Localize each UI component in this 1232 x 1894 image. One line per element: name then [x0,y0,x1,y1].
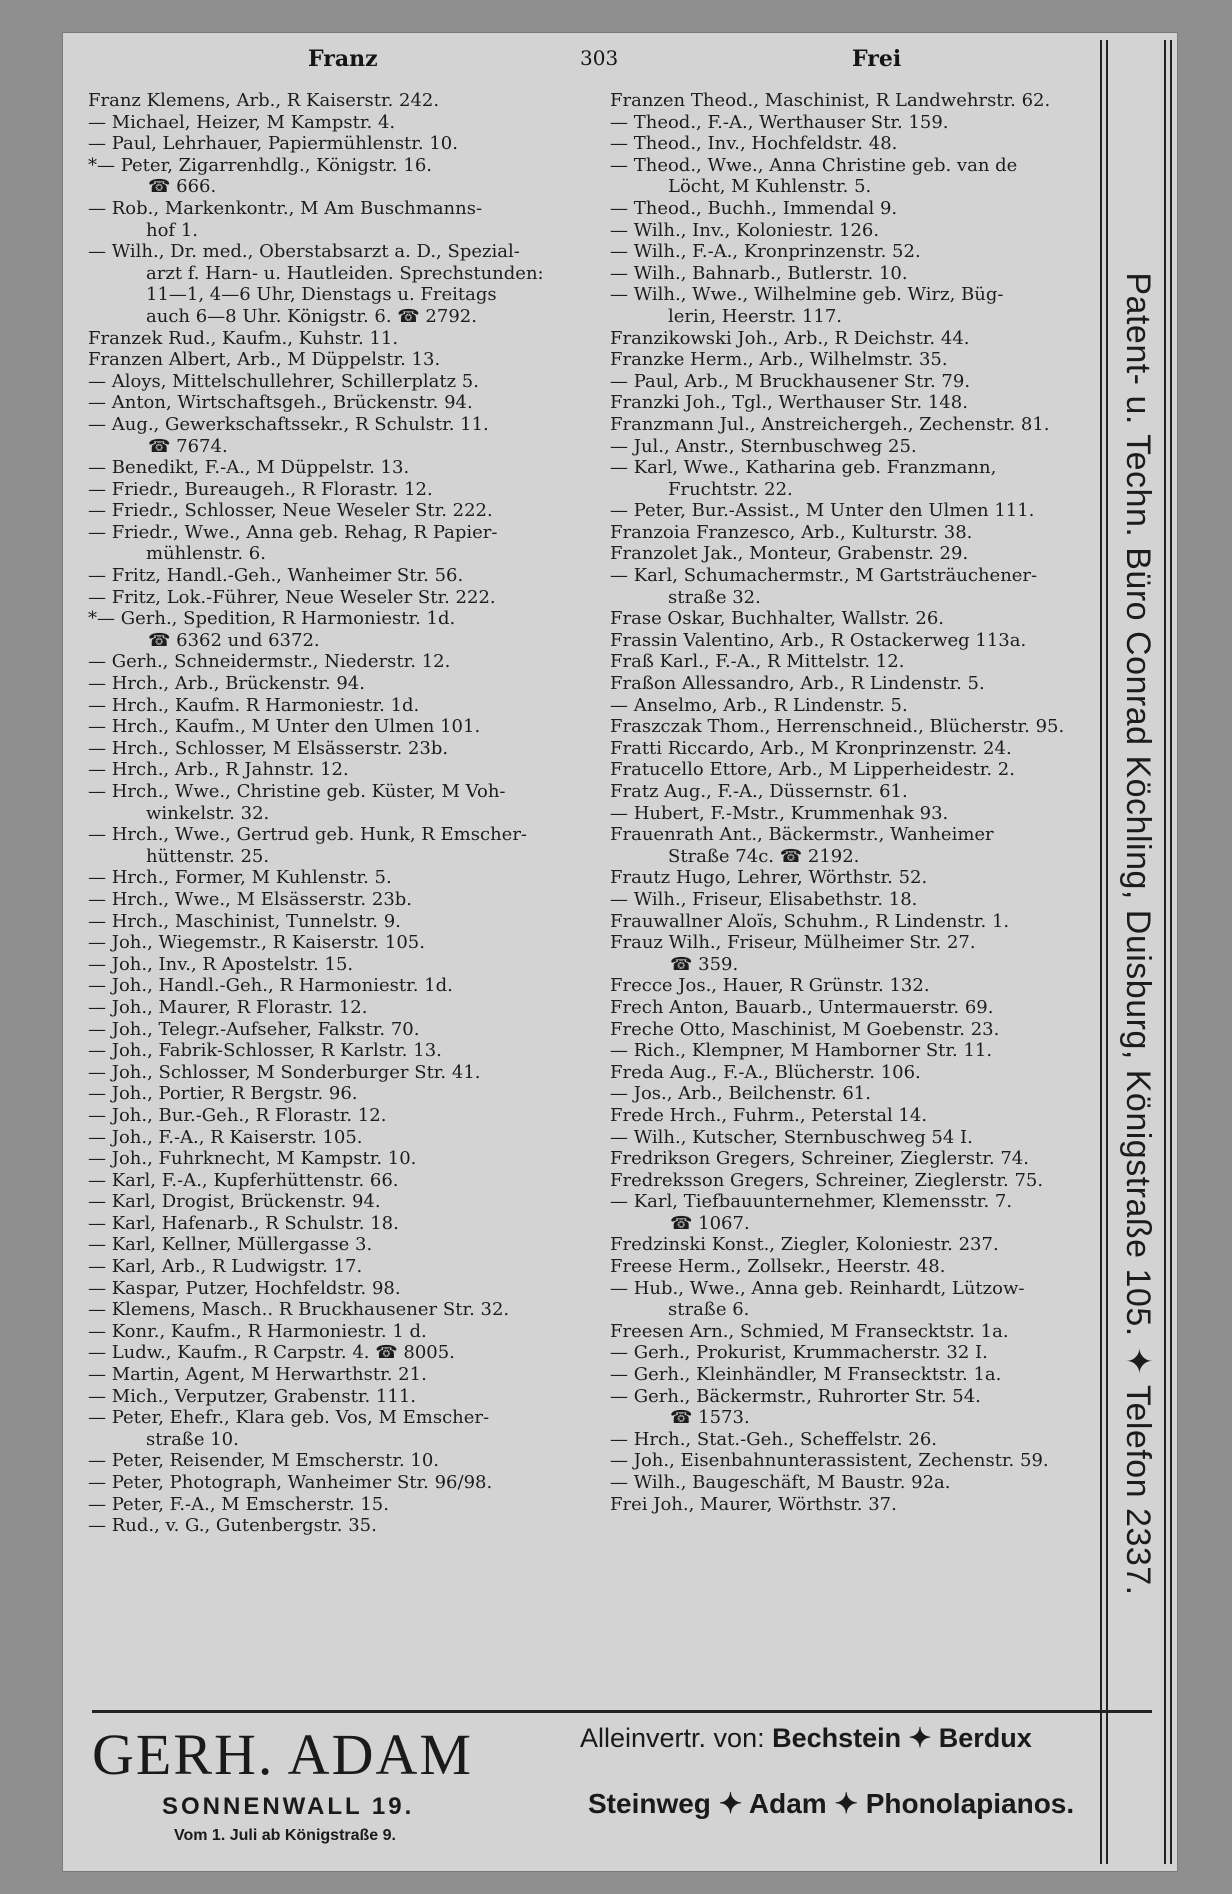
entry-line: — Wilh., Inv., Koloniestr. 126. [610,219,880,241]
ad-brands-line2: Steinweg ✦ Adam ✦ Phonolapianos. [588,1788,1075,1819]
entry-line: — Karl, Hafenarb., R Schulstr. 18. [88,1212,399,1234]
ad-brands-prefix: Alleinvertr. von: [580,1723,773,1753]
entry-line: — Hub., Wwe., Anna geb. Reinhardt, Lützow- [610,1277,1025,1299]
entry-line: Fratz Aug., F.-A., Düssernstr. 61. [610,781,908,802]
entry-line: hüttenstr. 25. [146,845,270,867]
entry-line: straße 10. [146,1428,239,1450]
entry-line: — Peter, F.-A., M Emscherstr. 15. [88,1493,389,1515]
entry-line: — Theod., F.-A., Werthauser Str. 159. [610,111,949,133]
entry-line: Frecce Jos., Hauer, R Grünstr. 132. [610,975,930,997]
entry-line: Fratucello Ettore, Arb., M Lipperheidestr. 2. [610,759,1015,781]
entry-line: — Peter, Photograph, Wanheimer Str. 96/98. [88,1472,493,1493]
entry-line: Straße 74c. ☎ 2192. [668,845,860,867]
entry-line: mühlenstr. 6. [146,543,266,565]
entry-line: — Hrch., Schlosser, M Elsässerstr. 23b. [88,737,449,759]
entry-line: Freesen Arn., Schmied, M Fransecktstr. 1a. [610,1320,1009,1342]
header-left-keyword: Franz [308,46,378,72]
entry-line: — Rob., Markenkontr., M Am Buschmanns- [88,197,483,219]
entry-line: — Michael, Heizer, M Kampstr. 4. [88,111,396,133]
entry-line: Frech Anton, Bauarb., Untermauerstr. 69. [610,996,994,1018]
sidebar-rule [1100,40,1102,1864]
entry-line: lerin, Heerstr. 117. [668,305,843,327]
entry-line: Franzek Rud., Kaufm., Kuhstr. 11. [88,327,399,349]
entry-line: — Joh., Handl.-Geh., R Harmoniestr. 1d. [88,975,453,997]
entry-line: — Hrch., Wwe., Christine geb. Küster, M Voh- [88,781,506,802]
entry-line: — Benedikt, F.-A., M Düppelstr. 13. [88,457,410,479]
entry-line: — Hrch., Arb., R Jahnstr. 12. [88,759,349,781]
sidebar-advert [1094,32,1176,1872]
entry-line: — Karl, Wwe., Katharina geb. Franzmann, [610,457,997,479]
entry-line: — Joh., Bur.-Geh., R Florastr. 12. [88,1104,387,1126]
entry-line: Franzen Theod., Maschinist, R Landwehrstr. 62. [610,90,1051,111]
entry-line: Frauz Wilh., Friseur, Mülheimer Str. 27. [610,932,976,954]
entry-line: — Joh., Schlosser, M Sonderburger Str. 41. [88,1061,481,1083]
entry-line: straße 6. [668,1299,750,1321]
entry-line: *— Peter, Zigarrenhdlg., Königstr. 16. [88,154,433,176]
entry-line: — Mich., Verputzer, Grabenstr. 111. [88,1385,417,1407]
entry-line: — Joh., Telegr.-Aufseher, Falkstr. 70. [88,1018,420,1040]
entry-line: straße 32. [668,586,761,608]
entry-line: — Fritz, Lok.-Führer, Neue Weseler Str. 222. [88,586,496,608]
entry-line: auch 6—8 Uhr. Königstr. 6. ☎ 2792. [146,305,477,327]
entry-line: — Wilh., Friseur, Elisabethstr. 18. [610,888,918,910]
entry-line: — Anton, Wirtschaftsgeh., Brückenstr. 94. [88,392,473,414]
entry-line: — Hrch., Wwe., Gertrud geb. Hunk, R Emscher- [88,824,528,846]
entry-line: — Klemens, Masch.. R Bruckhausener Str. 32. [88,1299,510,1321]
sidebar-rule [1164,40,1166,1864]
entry-line: — Peter, Ehefr., Klara geb. Vos, M Emscher- [88,1407,490,1429]
sidebar-text: Patent- u. Techn. Büro Conrad Köchling, Duisburg, Königstraße 105. ✦ Telefon 2337. [1119,272,1157,1596]
entry-line: arzt f. Harn- u. Hautleiden. Sprechstunden: [146,262,544,284]
entry-line: Frauwallner Aloïs, Schuhm., R Lindenstr. 1. [610,910,1010,932]
phone-line: ☎ 6362 und 6372. [148,629,320,651]
entry-line: — Wilh., Wwe., Wilhelmine geb. Wirz, Büg- [610,284,1004,306]
entry-line: — Karl, Tiefbauunternehmer, Klemensstr. 7. [610,1191,1013,1213]
entry-line: Löcht, M Kuhlenstr. 5. [668,176,872,198]
advertisement [92,1710,1152,1863]
entry-line: — Hrch., Kaufm. R Harmoniestr. 1d. [88,694,420,716]
entry-line: hof 1. [146,219,198,241]
entry-line: Freche Otto, Maschinist, M Goebenstr. 23. [610,1018,1000,1040]
entry-line: — Wilh., Kutscher, Sternbuschweg 54 I. [610,1126,973,1148]
entry-line: — Joh., Fuhrknecht, M Kampstr. 10. [88,1148,417,1170]
entry-line: 11—1, 4—6 Uhr, Dienstags u. Freitags [146,284,497,306]
entry-line: — Hrch., Stat.-Geh., Scheffelstr. 26. [610,1428,938,1450]
entry-line: — Aloys, Mittelschullehrer, Schillerplatz 5. [88,370,479,392]
entry-line: — Konr., Kaufm., R Harmoniestr. 1 d. [88,1320,427,1342]
entry-line: — Karl, Kellner, Müllergasse 3. [88,1234,373,1256]
entry-line: — Friedr., Bureaugeh., R Florastr. 12. [88,478,433,500]
entry-line: Freda Aug., F.-A., Blücherstr. 106. [610,1061,921,1083]
entry-line: Frassin Valentino, Arb., R Ostackerweg 113a. [610,629,1027,651]
entry-line: Fraßon Allessandro, Arb., R Lindenstr. 5. [610,673,985,695]
entry-line: — Karl, Schumachermstr., M Gartsträuchener- [610,565,1038,587]
entry-line: — Wilh., F.-A., Kronprinzenstr. 52. [610,241,921,263]
entry-line: — Karl, Arb., R Ludwigstr. 17. [88,1256,363,1278]
entry-line: Franzmann Jul., Anstreichergeh., Zechenstr. 81. [610,413,1050,435]
ad-note: Vom 1. Juli ab Königstraße 9. [174,1827,396,1844]
directory-page [62,32,1178,1872]
entry-line: — Joh., Portier, R Bergstr. 96. [88,1083,358,1105]
entry-line: — Theod., Wwe., Anna Christine geb. van de [610,154,1018,176]
entry-line: — Friedr., Wwe., Anna geb. Rehag, R Papier- [88,521,498,543]
ad-company: GERH. ADAM [92,1722,473,1787]
entry-line: Frase Oskar, Buchhalter, Wallstr. 26. [610,608,945,630]
entry-line: Frautz Hugo, Lehrer, Wörthstr. 52. [610,867,928,889]
phone-line: ☎ 1067. [670,1212,750,1234]
phone-line: ☎ 359. [670,953,739,975]
entry-line: — Hrch., Arb., Brückenstr. 94. [88,673,365,695]
entry-line: Freese Herm., Zollsekr., Heerstr. 48. [610,1256,946,1278]
page-number: 303 [580,46,619,70]
entry-line: — Gerh., Bäckermstr., Ruhrorter Str. 54. [610,1385,981,1407]
entry-line: — Fritz, Handl.-Geh., Wanheimer Str. 56. [88,565,464,587]
entry-line: — Karl, Drogist, Brückenstr. 94. [88,1191,381,1213]
entry-line: — Rud., v. G., Gutenbergstr. 35. [88,1515,377,1537]
entry-line: — Gerh., Kleinhändler, M Fransecktstr. 1a. [610,1364,1002,1386]
entry-line: Franzke Herm., Arb., Wilhelmstr. 35. [610,349,948,371]
entry-line: — Hrch., Maschinist, Tunnelstr. 9. [88,910,401,932]
entry-line: — Hrch., Kaufm., M Unter den Ulmen 101. [88,716,481,738]
phone-line: ☎ 7674. [148,435,228,457]
entry-line: — Theod., Buchh., Immendal 9. [610,197,898,219]
entry-line: — Hrch., Former, M Kuhlenstr. 5. [88,867,392,889]
entry-line: — Martin, Agent, M Herwarthstr. 21. [88,1364,427,1386]
entry-line: Franzki Joh., Tgl., Werthauser Str. 148. [610,392,968,414]
sidebar-rule [1170,40,1172,1864]
entry-line: — Hrch., Wwe., M Elsässerstr. 23b. [88,888,413,910]
entry-line: — Hubert, F.-Mstr., Krummenhak 93. [610,802,949,824]
entry-line: — Joh., F.-A., R Kaiserstr. 105. [88,1126,363,1148]
entry-line: Franzoia Franzesco, Arb., Kulturstr. 38. [610,521,973,543]
entry-line: Fratti Riccardo, Arb., M Kronprinzenstr. 24. [610,737,1012,759]
phone-line: ☎ 666. [148,176,217,198]
entry-line: — Friedr., Schlosser, Neue Weseler Str. 222. [88,500,493,522]
entry-line: — Theod., Inv., Hochfeldstr. 48. [610,133,898,155]
entry-line: — Paul, Lehrhauer, Papiermühlenstr. 10. [88,133,458,155]
entry-line: — Joh., Fabrik-Schlosser, R Karlstr. 13. [88,1040,442,1062]
left-column [88,90,588,1537]
header-right-keyword: Frei [852,46,902,72]
entry-line: Fredzinski Konst., Ziegler, Koloniestr. 237. [610,1234,999,1256]
entry-line: — Jul., Anstr., Sternbuschweg 25. [610,435,917,457]
ad-brands-line1 [580,1723,1032,1754]
entry-line: — Joh., Maurer, R Florastr. 12. [88,996,368,1018]
entry-line: — Jos., Arb., Beilchenstr. 61. [610,1083,871,1105]
entry-line: Fruchtstr. 22. [668,478,793,500]
entry-line: Franzikowski Joh., Arb., R Deichstr. 44. [610,327,970,349]
entry-line: — Joh., Inv., R Apostelstr. 15. [88,953,354,975]
entry-line: — Gerh., Schneidermstr., Niederstr. 12. [88,651,451,673]
phone-line: ☎ 1573. [670,1407,750,1429]
entry-line: — Wilh., Baugeschäft, M Baustr. 92a. [610,1472,951,1493]
entry-line: — Peter, Bur.-Assist., M Unter den Ulmen 111. [610,500,1035,522]
ad-brands-names: Bechstein ✦ Berdux [772,1723,1032,1753]
entry-line: — Joh., Wiegemstr., R Kaiserstr. 105. [88,932,425,954]
entry-line: Franzen Albert, Arb., M Düppelstr. 13. [88,349,441,371]
entry-line: — Karl, F.-A., Kupferhüttenstr. 66. [88,1169,399,1191]
entry-line: Frei Joh., Maurer, Wörthstr. 37. [610,1493,897,1515]
entry-line: Frede Hrch., Fuhrm., Peterstal 14. [610,1104,928,1126]
entry-line: — Gerh., Prokurist, Krummacherstr. 32 I. [610,1342,988,1364]
entry-line: Frauenrath Ant., Bäckermstr., Wanheimer [610,824,994,846]
entry-line: — Ludw., Kaufm., R Carpstr. 4. ☎ 8005. [88,1342,455,1364]
entry-line: — Joh., Eisenbahnunterassistent, Zechenstr. 59. [610,1450,1049,1472]
entry-line: — Anselmo, Arb., R Lindenstr. 5. [610,694,908,716]
entry-line: — Wilh., Dr. med., Oberstabsarzt a. D., Spezial- [88,241,520,263]
entry-line: *— Gerh., Spedition, R Harmoniestr. 1d. [88,608,456,630]
entry-line: Fredreksson Gregers, Schreiner, Zieglerstr. 75. [610,1169,1044,1191]
entry-line: Franzolet Jak., Monteur, Grabenstr. 29. [610,543,969,565]
entry-line: winkelstr. 32. [146,802,270,824]
entry-line: — Peter, Reisender, M Emscherstr. 10. [88,1450,440,1472]
entry-line: — Paul, Arb., M Bruckhausener Str. 79. [610,370,971,392]
right-column [610,90,1090,1515]
sidebar-rule [1106,40,1108,1864]
entry-line: Fraß Karl., F.-A., R Mittelstr. 12. [610,651,905,673]
entry-line: — Rich., Klempner, M Hamborner Str. 11. [610,1040,993,1062]
entry-line: — Aug., Gewerkschaftssekr., R Schulstr. 11. [88,413,489,435]
entry-line: Franz Klemens, Arb., R Kaiserstr. 242. [88,90,440,111]
entry-line: — Kaspar, Putzer, Hochfeldstr. 98. [88,1277,401,1299]
entry-line: — Wilh., Bahnarb., Butlerstr. 10. [610,262,908,284]
entry-line: Fredrikson Gregers, Schreiner, Zieglerstr. 74. [610,1148,1029,1170]
ad-address: SONNENWALL 19. [162,1793,415,1820]
entry-line: Fraszczak Thom., Herrenschneid., Blücherstr. 95. [610,716,1065,738]
